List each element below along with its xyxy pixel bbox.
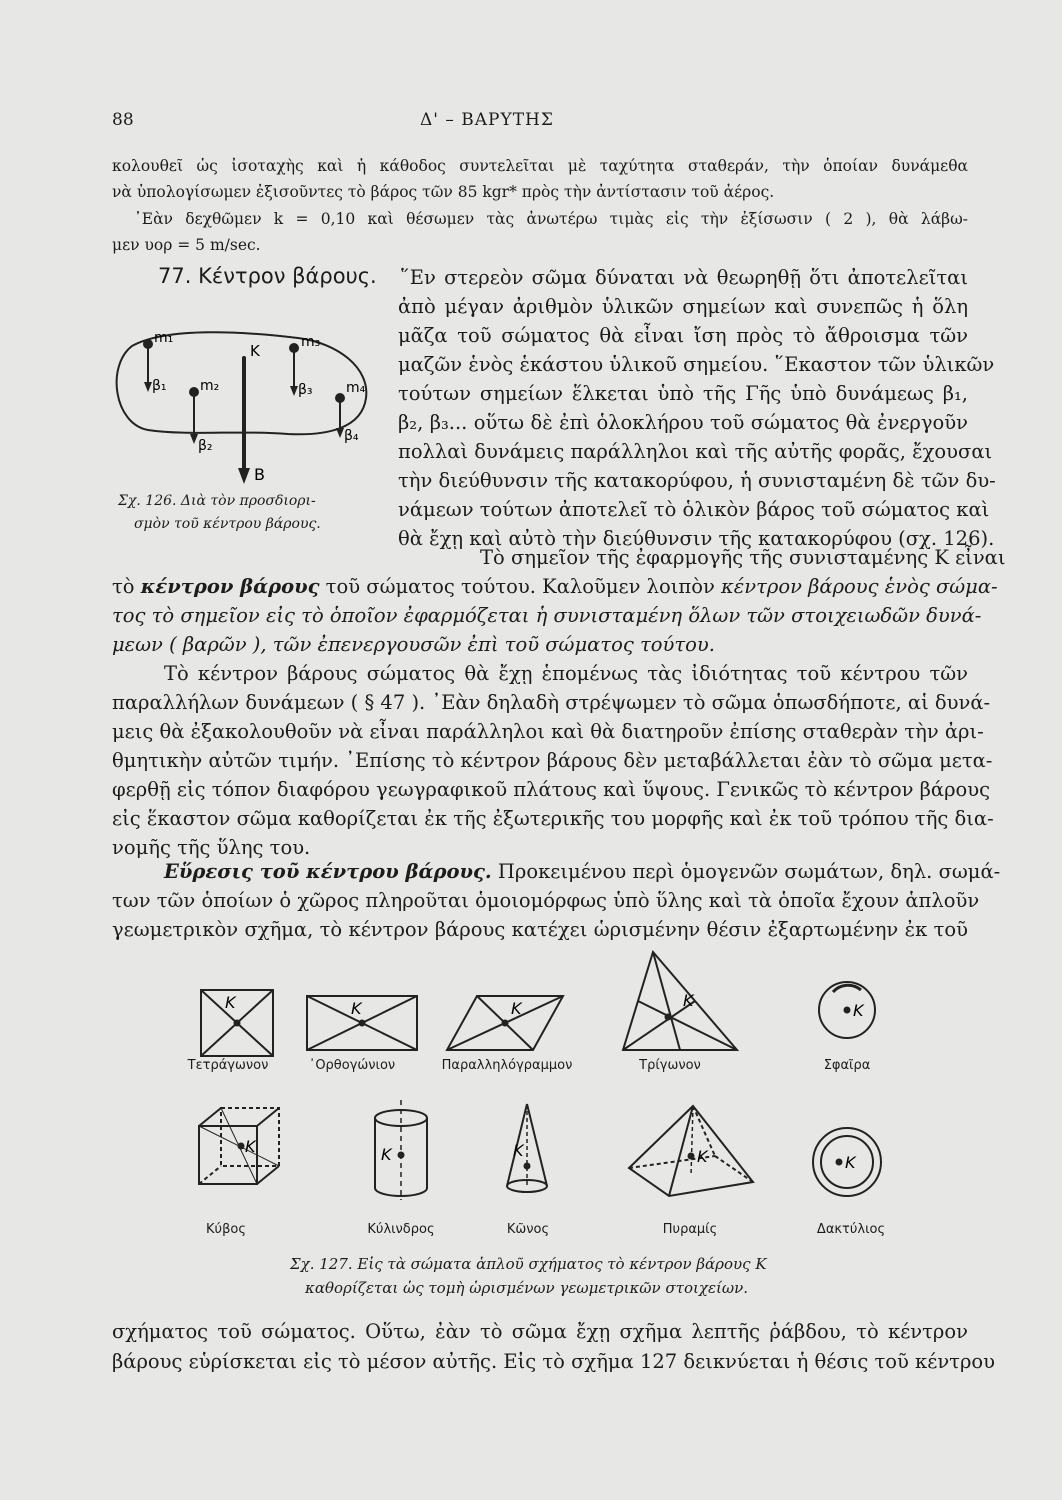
- text-line: τὸ κέντρον βάρους τοῦ σώματος τούτου. Καλοῦμεν λοιπὸν κέντρον βάρους ἑνὸς σώμα-: [112, 575, 998, 598]
- figure-126-caption: Σχ. 126. Διὰ τὸν προσδιορι-: [118, 493, 316, 509]
- svg-text:K: K: [245, 1137, 256, 1156]
- section-77-line: θὰ ἔχῃ καὶ αὐτὸ τὴν διεύθυνσιν τῆς κατακορύφου (σχ. 126).: [398, 527, 995, 550]
- figure-126-caption: σμὸν τοῦ κέντρου βάρους.: [134, 516, 321, 532]
- section-77-line: τὴν διεύθυνσιν τῆς κατακορύφου, ἡ συνισταμένη δὲ τῶν δυ-: [398, 469, 996, 492]
- section-77-line: β₂, β₃... οὕτω δὲ ἐπὶ ὁλοκλήρου τοῦ σώματος θὰ ἐνεργοῦν: [398, 411, 968, 434]
- text-line: μεων ( βαρῶν ), τῶν ἐπενεργουσῶν ἐπὶ τοῦ σώματος τούτου.: [112, 633, 715, 656]
- shape-label: ᾿Ορθογώνιον: [308, 1058, 396, 1073]
- label-m2: m₂: [200, 378, 220, 394]
- label-b1: β₁: [152, 378, 167, 394]
- text-line: εἰς ἕκαστον σῶμα καθορίζεται ἐκ τῆς ἐξωτερικῆς του μορφῆς καὶ ἐκ τοῦ τρόπου τῆς δια-: [112, 807, 994, 830]
- intro-line: κολουθεῖ ὡς ἰσοταχὴς καὶ ἡ κάθοδος συντελεῖται μὲ ταχύτητα σταθεράν, τὴν ὁποίαν δυνάμεθα: [112, 157, 968, 175]
- label-B: B: [254, 465, 265, 484]
- intro-line: νὰ ὑπολογίσωμεν ἐξισοῦντες τὸ βάρος τῶν 85 kgr* πρὸς τὴν ἀντίστασιν τοῦ ἀέρος.: [112, 183, 775, 201]
- section-77-line: πολλαὶ δυνάμεις παράλληλοι καὶ τῆς αὐτῆς φορᾶς, ἔχουσαι: [398, 440, 993, 463]
- shape-label: Τετράγωνον: [187, 1058, 269, 1073]
- intro-line: ᾿Εὰν δεχθῶμεν k = 0,10 καὶ θέσωμεν τὰς ἀνωτέρω τιμὰς εἰς τὴν ἐξίσωσιν ( 2 ), θὰ λάβω-: [134, 210, 968, 228]
- page-number: 88: [112, 110, 134, 130]
- svg-text:K: K: [683, 991, 694, 1010]
- text-line: φερθῇ εἰς τόπον διαφόρου γεωγραφικοῦ πλάτους καὶ ὕψους. Γενικῶς τὸ κέντρον βάρους: [112, 778, 991, 801]
- shape-label: Παραλληλόγραμμον: [441, 1058, 573, 1073]
- label-b4: β₄: [344, 428, 359, 444]
- section-77-line: μᾶζα τοῦ σώματος θὰ εἶναι ἴση πρὸς τὸ ἄθροισμα τῶν: [398, 324, 968, 347]
- svg-text:K: K: [513, 1141, 524, 1160]
- text-line: παραλλήλων δυνάμεων ( § 47 ). ᾿Εὰν δηλαδὴ στρέψωμεν τὸ σῶμα ὁπωσδήποτε, αἱ δυνά-: [112, 691, 991, 714]
- section-77-line: μαζῶν ἑνὸς ἑκάστου ὑλικοῦ σημείου. ῞Εκαστον τῶν ὑλικῶν: [398, 353, 995, 376]
- text-line: Τὸ σημεῖον τῆς ἐφαρμογῆς τῆς συνισταμένης K εἶναι: [480, 546, 1006, 569]
- text-line: θμητικὴν αὐτῶν τιμήν. ᾿Επίσης τὸ κέντρον βάρους δὲν μεταβάλλεται ἐὰν τὸ σῶμα μετα-: [112, 749, 993, 772]
- running-title: Δ' – ΒΑΡΥΤΗΣ: [420, 110, 554, 130]
- svg-text:K: K: [853, 1001, 864, 1020]
- label-K: K: [250, 342, 260, 360]
- shape-label: Κύλινδρος: [367, 1222, 435, 1237]
- text-line: βάρους εὑρίσκεται εἰς τὸ μέσον αὐτῆς. Εἰς τὸ σχῆμα 127 δεικνύεται ἡ θέσις τοῦ κέντρου: [112, 1350, 996, 1373]
- shape-label: Κύβος: [206, 1222, 246, 1237]
- text-line: μεις θὰ ἐξακολουθοῦν νὰ εἶναι παράλληλοι καὶ θὰ διατηροῦν ἐπίσης σταθερὰν τὴν ἀρι-: [112, 720, 984, 743]
- section-77-line: νάμεων τούτων ἀποτελεῖ τὸ ὁλικὸν βάρος τοῦ σώματος καὶ: [398, 498, 990, 521]
- figure-126: [108, 318, 380, 498]
- svg-text:K: K: [351, 999, 362, 1018]
- svg-text:K: K: [511, 999, 522, 1018]
- section-heading: 77. Κέντρον βάρους.: [158, 264, 377, 288]
- text-line: τος τὸ σημεῖον εἰς τὸ ὁποῖον ἐφαρμόζεται ἡ συνισταμένη ὅλων τῶν στοιχειωδῶν δυνά-: [112, 604, 982, 627]
- text-line: γεωμετρικὸν σχῆμα, τὸ κέντρον βάρους κατέχει ὡρισμένην θέσιν ἐξαρτωμένην ἐκ τοῦ: [112, 918, 968, 941]
- shape-label: Σφαῖρα: [823, 1058, 871, 1073]
- shape-label: Τρίγωνον: [639, 1058, 701, 1073]
- text-line: των τῶν ὁποίων ὁ χῶρος πληροῦται ὁμοιομόρφως ὑπὸ ὕλης καὶ τὰ ὁποῖα ἔχουν ἁπλοῦν: [112, 889, 980, 912]
- label-m1: m₁: [154, 330, 174, 346]
- label-m4: m₄: [346, 380, 366, 396]
- label-b2: β₂: [198, 438, 213, 454]
- text-line: Τὸ κέντρον βάρους σώματος θὰ ἔχῃ ἑπομένως τὰς ἰδιότητας τοῦ κέντρου τῶν: [164, 662, 968, 685]
- shape-label: Πυραμίς: [662, 1222, 718, 1237]
- figure-127-caption: Σχ. 127. Εἰς τὰ σώματα ἁπλοῦ σχήματος τὸ κέντρον βάρους K: [290, 1255, 767, 1273]
- svg-text:K: K: [381, 1145, 392, 1164]
- svg-text:K: K: [697, 1147, 708, 1166]
- text-line: σχήματος τοῦ σώματος. Οὕτω, ἐὰν τὸ σῶμα ἔχῃ σχῆμα λεπτῆς ῥάβδου, τὸ κέντρον: [112, 1320, 968, 1343]
- intro-line: μεν υορ = 5 m/sec.: [112, 236, 261, 254]
- figure-127-caption: καθορίζεται ὡς τομὴ ὡρισμένων γεωμετρικῶν στοιχείων.: [305, 1279, 749, 1297]
- svg-text:K: K: [845, 1153, 856, 1172]
- figure-127: [185, 950, 915, 1250]
- text-line: νομῆς τῆς ὕλης του.: [112, 836, 311, 859]
- section-77-line: ῞Εν στερεὸν σῶμα δύναται νὰ θεωρηθῇ ὅτι ἀποτελεῖται: [400, 266, 968, 289]
- shape-label: Δακτύλιος: [816, 1222, 886, 1237]
- label-m3: m₃: [301, 334, 321, 350]
- section-77-line: τούτων σημείων ἕλκεται ὑπὸ τῆς Γῆς ὑπὸ δυνάμεως β₁,: [398, 382, 968, 405]
- label-b3: β₃: [298, 382, 313, 398]
- shape-label: Κῶνος: [506, 1222, 550, 1237]
- svg-text:K: K: [225, 993, 236, 1012]
- section-77-line: ἀπὸ μέγαν ἀριθμὸν ὑλικῶν σημείων καὶ συνεπῶς ἡ ὅλη: [398, 295, 968, 318]
- text-line: Εὕρεσις τοῦ κέντρου βάρους. Προκειμένου περὶ ὁμογενῶν σωμάτων, δηλ. σωμά-: [164, 860, 1001, 883]
